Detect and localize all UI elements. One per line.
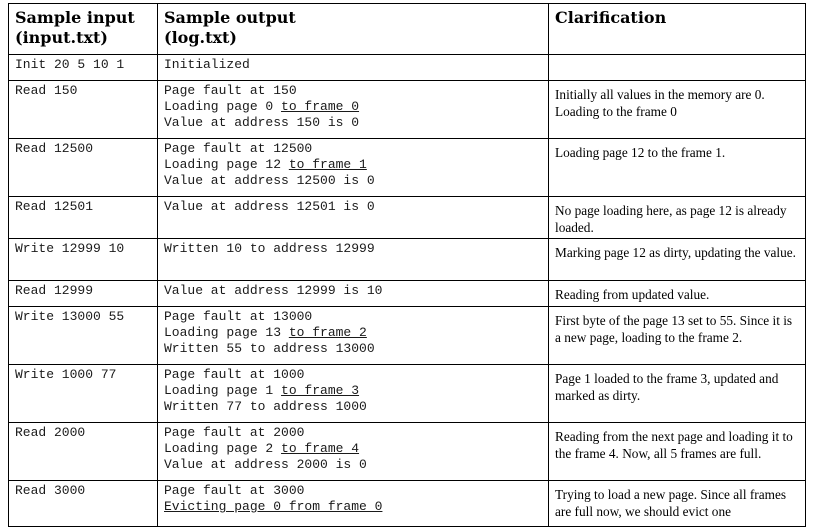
output-line xyxy=(164,141,548,157)
input-cell xyxy=(9,481,158,527)
input-text: Read 150 xyxy=(15,83,78,98)
input-text: Write 12999 10 xyxy=(15,241,125,256)
output-underlined-text: to frame 3 xyxy=(281,383,360,398)
table-row xyxy=(9,281,806,307)
clarification-cell xyxy=(549,307,806,365)
clarification-cell xyxy=(549,197,806,239)
clarification-text: Reading from the next page and loading it to the frame 4. Now, all 5 frames are full. xyxy=(555,429,793,461)
header-sample-output xyxy=(158,4,549,55)
table-row xyxy=(9,81,806,139)
clarification-cell xyxy=(549,139,806,197)
output-text: Page fault at 3000 xyxy=(164,483,305,498)
output-text: Loading page 12 xyxy=(164,157,289,172)
output-line xyxy=(164,399,548,415)
clarification-cell xyxy=(549,481,806,527)
output-underlined-text: to frame 0 xyxy=(281,99,360,114)
header-clarification xyxy=(549,4,806,55)
output-text: Page fault at 12500 xyxy=(164,141,313,156)
output-line xyxy=(164,457,548,473)
output-underlined-text: Evicting page 0 from frame 0 xyxy=(164,499,383,514)
input-cell xyxy=(9,139,158,197)
output-text: Loading page 1 xyxy=(164,383,282,398)
clarification-text: Reading from updated value. xyxy=(555,287,710,302)
input-cell xyxy=(9,423,158,481)
header-sample-input xyxy=(9,4,158,55)
input-text: Read 3000 xyxy=(15,483,86,498)
clarification-text: First byte of the page 13 set to 55. Since it is a new page, loading to the frame 2. xyxy=(555,313,793,345)
input-cell xyxy=(9,281,158,307)
clarification-cell xyxy=(549,281,806,307)
output-text: Value at address 12999 is 10 xyxy=(164,283,383,298)
table-row xyxy=(9,55,806,81)
output-line xyxy=(164,173,548,189)
header-input-line-2: (input.txt) xyxy=(15,28,108,47)
output-text: Loading page 2 xyxy=(164,441,282,456)
clarification-cell xyxy=(549,81,806,139)
input-text: Read 12501 xyxy=(15,199,94,214)
output-text: Value at address 12501 is 0 xyxy=(164,199,375,214)
clarification-text: No page loading here, as page 12 is already loaded. xyxy=(555,203,787,235)
output-cell xyxy=(158,281,549,307)
input-text: Init 20 5 10 1 xyxy=(15,57,125,72)
output-text: Written 77 to address 1000 xyxy=(164,399,367,414)
output-cell xyxy=(158,197,549,239)
output-line xyxy=(164,325,548,341)
output-line xyxy=(164,367,548,383)
input-cell xyxy=(9,55,158,81)
output-cell xyxy=(158,423,549,481)
table-row xyxy=(9,423,806,481)
output-line xyxy=(164,199,548,215)
output-cell xyxy=(158,139,549,197)
output-line xyxy=(164,99,548,115)
clarification-cell xyxy=(549,55,806,81)
output-text: Value at address 12500 is 0 xyxy=(164,173,375,188)
output-underlined-text: to frame 4 xyxy=(281,441,360,456)
output-line xyxy=(164,83,548,99)
clarification-cell xyxy=(549,365,806,423)
input-cell xyxy=(9,365,158,423)
input-text: Read 2000 xyxy=(15,425,86,440)
output-text: Page fault at 1000 xyxy=(164,367,305,382)
clarification-text: Loading page 12 to the frame 1. xyxy=(555,145,726,160)
output-text: Loading page 0 xyxy=(164,99,282,114)
output-cell xyxy=(158,307,549,365)
table-row xyxy=(9,239,806,281)
clarification-text: Page 1 loaded to the frame 3, updated and marked as dirty. xyxy=(555,371,779,403)
output-line xyxy=(164,383,548,399)
input-text: Write 13000 55 xyxy=(15,309,125,324)
clarification-cell xyxy=(549,423,806,481)
sample-io-table xyxy=(8,3,806,527)
output-line xyxy=(164,115,548,131)
output-cell xyxy=(158,239,549,281)
table-row xyxy=(9,197,806,239)
input-cell xyxy=(9,307,158,365)
output-line xyxy=(164,283,548,299)
clarification-cell xyxy=(549,239,806,281)
output-text: Page fault at 150 xyxy=(164,83,297,98)
output-text: Initialized xyxy=(164,57,250,72)
output-cell xyxy=(158,81,549,139)
input-text: Read 12500 xyxy=(15,141,94,156)
output-line xyxy=(164,241,548,257)
output-text: Loading page 13 xyxy=(164,325,289,340)
table-row xyxy=(9,139,806,197)
output-line xyxy=(164,441,548,457)
output-line xyxy=(164,57,548,73)
header-row xyxy=(9,4,806,55)
output-cell xyxy=(158,365,549,423)
output-underlined-text: to frame 2 xyxy=(288,325,367,340)
output-line xyxy=(164,157,548,173)
header-output-line-2: (log.txt) xyxy=(164,28,237,47)
table-row xyxy=(9,307,806,365)
output-text: Written 10 to address 12999 xyxy=(164,241,375,256)
output-cell xyxy=(158,481,549,527)
header-input-line-1: Sample input xyxy=(15,8,135,27)
clarification-text: Initially all values in the memory are 0. Loading to the frame 0 xyxy=(555,87,765,119)
table-row xyxy=(9,481,806,527)
output-text: Value at address 2000 is 0 xyxy=(164,457,367,472)
input-cell xyxy=(9,81,158,139)
output-line xyxy=(164,483,548,499)
output-underlined-text: to frame 1 xyxy=(288,157,367,172)
input-cell xyxy=(9,239,158,281)
output-line xyxy=(164,341,548,357)
output-text: Written 55 to address 13000 xyxy=(164,341,375,356)
input-cell xyxy=(9,197,158,239)
table-row xyxy=(9,365,806,423)
clarification-text: Marking page 12 as dirty, updating the value. xyxy=(555,245,797,260)
output-cell xyxy=(158,55,549,81)
input-text: Read 12999 xyxy=(15,283,94,298)
output-text: Page fault at 13000 xyxy=(164,309,313,324)
clarification-text: Trying to load a new page. Since all frames are full now, we should evict one xyxy=(555,487,787,519)
header-clarification-text: Clarification xyxy=(555,8,667,27)
header-output-line-1: Sample output xyxy=(164,8,296,27)
output-text: Page fault at 2000 xyxy=(164,425,305,440)
output-line xyxy=(164,425,548,441)
input-text: Write 1000 77 xyxy=(15,367,117,382)
output-text: Value at address 150 is 0 xyxy=(164,115,360,130)
output-line xyxy=(164,309,548,325)
